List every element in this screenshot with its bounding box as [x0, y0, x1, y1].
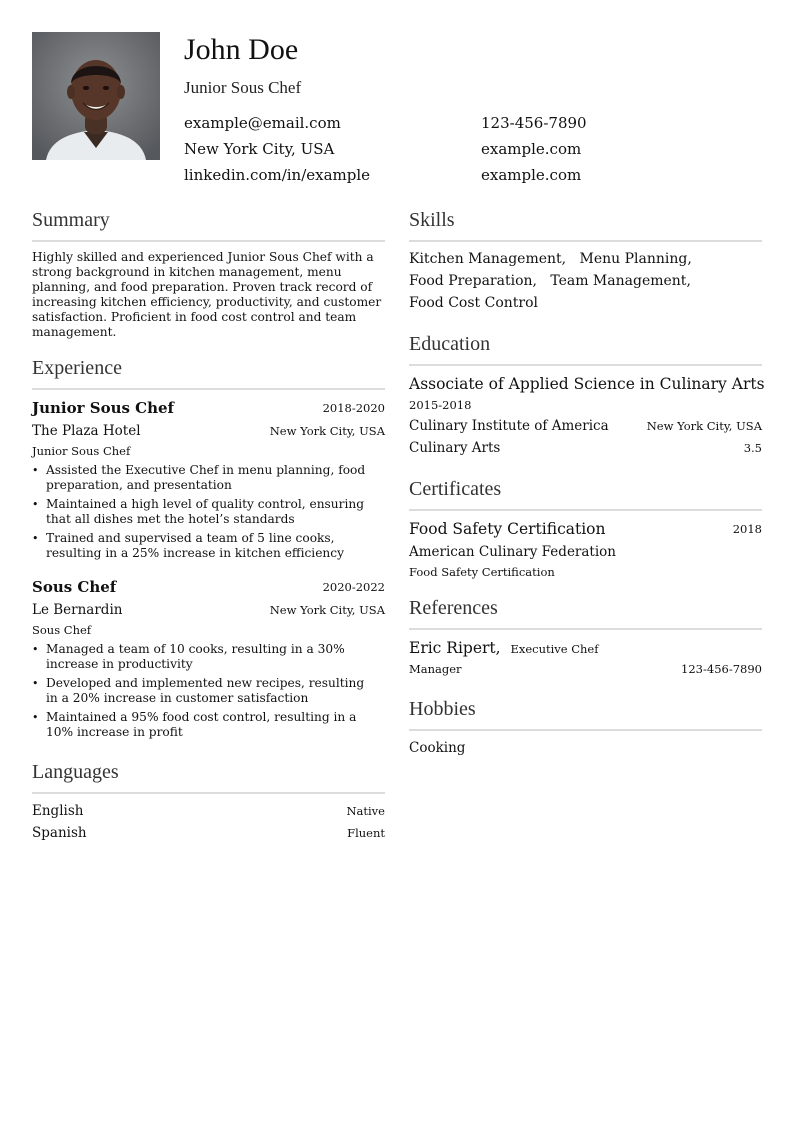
languages-heading: Languages	[32, 761, 119, 783]
reference-relation: Manager	[409, 662, 462, 676]
experience-position: Sous Chef	[32, 578, 117, 596]
certificates-divider	[409, 509, 762, 511]
hobby-item: Cooking	[409, 740, 466, 756]
certificate-year: 2018	[732, 522, 762, 536]
summary-divider	[32, 240, 385, 242]
skill-item: Food Preparation	[409, 273, 533, 289]
education-field: Culinary Arts	[409, 440, 501, 456]
experience-bullet: • Assisted the Executive Chef in menu planning, food preparation, and presentation	[32, 463, 370, 493]
skills-heading: Skills	[409, 209, 455, 231]
experience-bullet: • Managed a team of 10 cooks, resulting in a 30% increase in productivity	[32, 642, 370, 672]
language-level: Fluent	[347, 826, 385, 840]
experience-bullets	[32, 642, 370, 744]
experience-bullet: • Maintained a 95% food cost control, resulting in a 10% increase in profit	[32, 710, 370, 740]
language-level: Native	[346, 804, 385, 818]
portrait-image	[32, 32, 160, 160]
experience-location: New York City, USA	[269, 603, 385, 617]
profile-photo	[32, 32, 160, 160]
skill-item: Team Management	[550, 273, 687, 289]
experience-dates: 2020-2022	[322, 580, 385, 594]
reference-position: Executive Chef	[510, 642, 599, 656]
reference-header: Eric Ripert, Executive Chef	[409, 639, 599, 657]
skills-row	[409, 292, 538, 314]
candidate-headline: Junior Sous Chef	[184, 78, 302, 97]
summary-heading: Summary	[32, 209, 110, 231]
education-divider	[409, 364, 762, 366]
email-link[interactable]: example@email.com	[184, 114, 341, 132]
hobbies-divider	[409, 729, 762, 731]
reference-name: Eric Ripert	[409, 639, 496, 657]
certificate-name: Food Safety Certification	[409, 520, 606, 538]
reference-phone: 123-456-7890	[681, 662, 762, 676]
skills-row: Food Preparation, Team Management,	[409, 273, 691, 289]
experience-role: Junior Sous Chef	[32, 444, 131, 458]
candidate-name: John Doe	[184, 33, 299, 66]
skills-row: Kitchen Management, Menu Planning,	[409, 251, 692, 267]
certificates-heading: Certificates	[409, 478, 502, 500]
experience-heading: Experience	[32, 357, 122, 379]
skill-item: Food Cost Control	[409, 295, 539, 311]
experience-location: New York City, USA	[269, 424, 385, 438]
website-link[interactable]: example.com	[481, 140, 582, 158]
education-heading: Education	[409, 333, 491, 355]
certificate-issuer: American Culinary Federation	[409, 544, 616, 560]
experience-bullet: • Maintained a high level of quality control, ensuring that all dishes met the hotel’s standards	[32, 497, 370, 527]
location-text: New York City, USA	[184, 140, 335, 158]
hobbies-heading: Hobbies	[409, 698, 476, 720]
linkedin-link[interactable]: linkedin.com/in/example	[184, 166, 371, 184]
experience-bullets	[32, 463, 370, 565]
skills-divider	[409, 240, 762, 242]
experience-bullet: • Trained and supervised a team of 5 line cooks, resulting in a 25% increase in kitchen efficiency	[32, 531, 370, 561]
experience-divider	[32, 388, 385, 390]
website-link-2[interactable]: example.com	[481, 166, 582, 184]
skill-item: Menu Planning	[579, 251, 688, 267]
experience-bullet: • Developed and implemented new recipes, resulting in a 20% increase in customer satisfaction	[32, 676, 370, 706]
references-divider	[409, 628, 762, 630]
language-name: English	[32, 803, 84, 819]
education-dates: 2015-2018	[409, 398, 472, 412]
languages-divider	[32, 792, 385, 794]
summary-text: Highly skilled and experienced Junior Sous Chef with a strong background in kitchen management, menu planning, and food preparation. Proven track record of increasing kitchen efficiency, productivity, and customer satisfaction. Proficient in food cost control and team management.	[32, 250, 382, 339]
experience-company: The Plaza Hotel	[32, 423, 141, 439]
language-name: Spanish	[32, 825, 87, 841]
experience-dates: 2018-2020	[322, 401, 385, 415]
education-location: New York City, USA	[646, 419, 762, 433]
education-degree: Associate of Applied Science in Culinary Arts	[409, 375, 765, 393]
phone-link[interactable]: 123-456-7890	[481, 114, 587, 132]
skill-item: Kitchen Management	[409, 251, 562, 267]
experience-position: Junior Sous Chef	[32, 399, 174, 417]
education-score: 3.5	[743, 441, 762, 455]
references-heading: References	[409, 597, 498, 619]
education-institution: Culinary Institute of America	[409, 418, 609, 434]
experience-company: Le Bernardin	[32, 602, 123, 618]
experience-role: Sous Chef	[32, 623, 92, 637]
certificate-summary: Food Safety Certification	[409, 565, 555, 579]
